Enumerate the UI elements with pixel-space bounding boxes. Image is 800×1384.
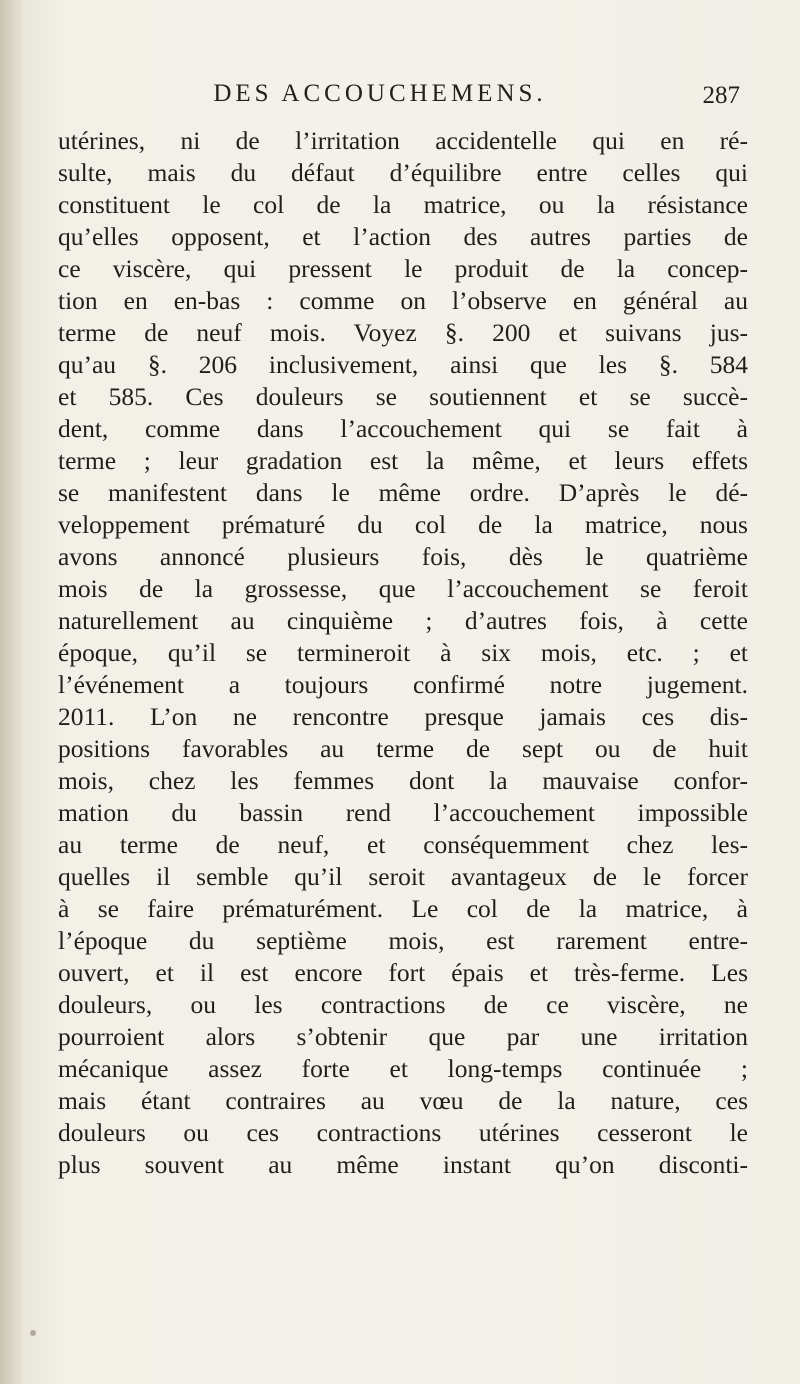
text-line: quelles il semble qu’il seroit avantageux de le forcer: [58, 862, 748, 891]
page-header: [80, 80, 740, 120]
text-line: mais étant contraires au vœu de la nature, ces: [58, 1086, 748, 1115]
text-line: à se faire prématurément. Le col de la matrice, à: [58, 894, 748, 923]
text-line: tion en en-bas : comme on l’observe en général au: [58, 286, 748, 315]
text-line: ce viscère, qui pressent le produit de la concep-: [58, 254, 748, 283]
text-line: naturellement au cinquième ; d’autres fois, à cette: [58, 606, 748, 635]
text-line: mois, chez les femmes dont la mauvaise confor-: [58, 766, 748, 795]
text-line: utérines, ni de l’irritation accidentelle qui en ré-: [58, 126, 748, 155]
text-line: positions favorables au terme de sept ou de huit: [58, 734, 748, 763]
text-line: l’événement a toujours confirmé notre jugement.: [58, 670, 748, 699]
text-line: douleurs ou ces contractions utérines cesseront le: [58, 1118, 748, 1147]
body-text: [58, 125, 748, 1181]
section-2011-start: 2011. L’on ne rencontre presque jamais ces dis-: [58, 702, 748, 731]
ink-speck: [30, 1330, 36, 1336]
text-line: constituent le col de la matrice, ou la résistance: [58, 190, 748, 219]
text-line: qu’elles opposent, et l’action des autres parties de: [58, 222, 748, 251]
text-line: qu’au §. 206 inclusivement, ainsi que les §. 584: [58, 350, 748, 379]
text-line: sulte, mais du défaut d’équilibre entre celles qui: [58, 158, 748, 187]
text-line: époque, qu’il se termineroit à six mois, etc. ; et: [58, 638, 748, 667]
text-line: dent, comme dans l’accouchement qui se fait à: [58, 414, 748, 443]
text-line: et 585. Ces douleurs se soutiennent et se succè-: [58, 382, 748, 411]
page-number: 287: [702, 82, 740, 109]
text-line: terme ; leur gradation est la même, et leurs effets: [58, 446, 748, 475]
text-line: plus souvent au même instant qu’on disconti-: [58, 1150, 748, 1179]
text-line: avons annoncé plusieurs fois, dès le quatrième: [58, 542, 748, 571]
running-head: DES ACCOUCHEMENS.: [213, 80, 547, 107]
text-line: pourroient alors s’obtenir que par une irritation: [58, 1022, 748, 1051]
text-line: veloppement prématuré du col de la matrice, nous: [58, 510, 748, 539]
text-line: mécanique assez forte et long-temps continuée ;: [58, 1054, 748, 1083]
text-line: terme de neuf mois. Voyez §. 200 et suivans jus-: [58, 318, 748, 347]
text-line: douleurs, ou les contractions de ce viscère, ne: [58, 990, 748, 1019]
text-line: mois de la grossesse, que l’accouchement se feroit: [58, 574, 748, 603]
text-line: ouvert, et il est encore fort épais et très-ferme. Les: [58, 958, 748, 987]
text-line: mation du bassin rend l’accouchement impossible: [58, 798, 748, 827]
text-line: se manifestent dans le même ordre. D’après le dé-: [58, 478, 748, 507]
page-gutter: [0, 0, 22, 1384]
text-line: l’époque du septième mois, est rarement entre-: [58, 926, 748, 955]
text-line: au terme de neuf, et conséquemment chez les-: [58, 830, 748, 859]
